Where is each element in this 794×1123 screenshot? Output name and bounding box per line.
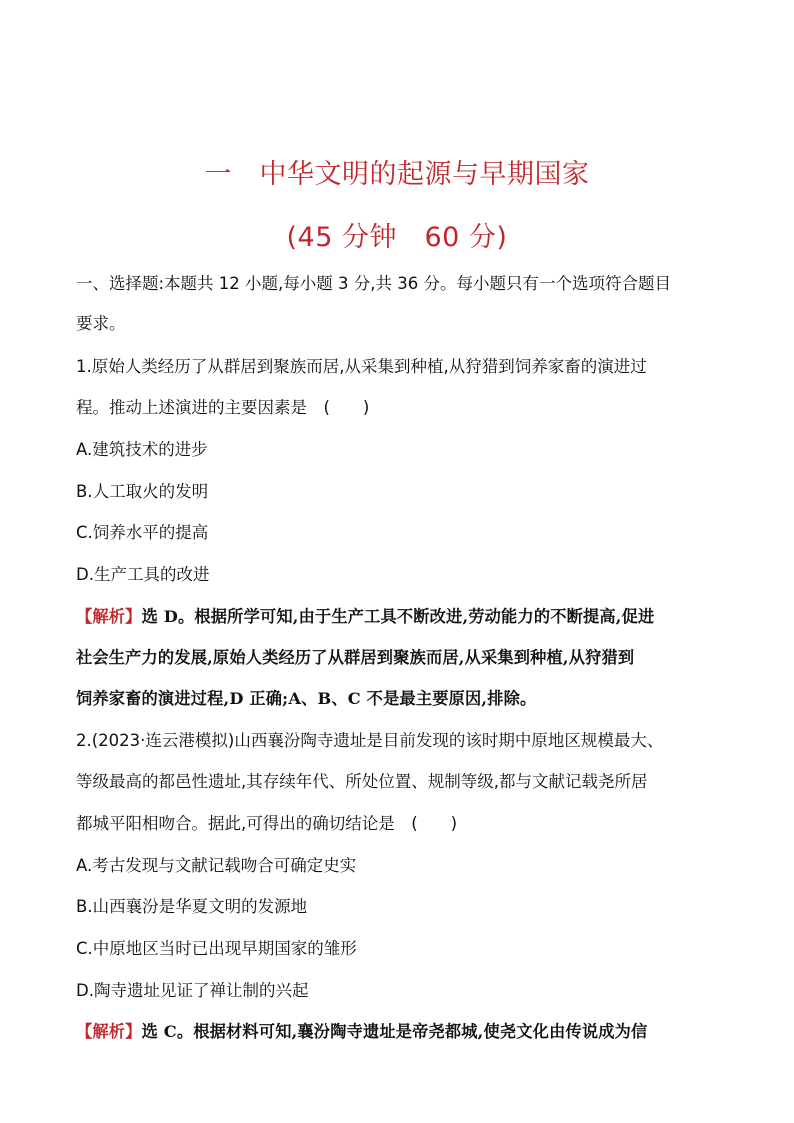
q1-stem-line-1: 1.原始人类经历了从群居到聚族而居,从采集到种植,从狩猎到饲养家畜的演进过 bbox=[76, 357, 647, 376]
q2-option-c: C.中原地区当时已出现早期国家的雏形 bbox=[76, 939, 357, 958]
q2-option-a: A.考古发现与文献记载吻合可确定史实 bbox=[76, 856, 357, 875]
chapter-title: 一 中华文明的起源与早期国家 bbox=[204, 159, 590, 190]
section-instruction-line-2: 要求。 bbox=[76, 314, 126, 333]
q1-option-c: C.饲养水平的提高 bbox=[76, 523, 209, 542]
q1-analysis-line-2: 社会生产力的发展,原始人类经历了从群居到聚族而居,从采集到种植,从狩猎到 bbox=[76, 648, 635, 667]
q1-analysis-text-1: 选 D。根据所学可知,由于生产工具不断改进,劳动能力的不断提高,促进 bbox=[141, 607, 655, 626]
q1-analysis-line-3: 饲养家畜的演进过程,D 正确;A、B、C 不是最主要原因,排除。 bbox=[76, 689, 537, 708]
q1-option-b: B.人工取火的发明 bbox=[76, 482, 209, 501]
q2-stem-line-1: 2.(2023·连云港模拟)山西襄汾陶寺遗址是目前发现的该时期中原地区规模最大、 bbox=[76, 731, 664, 750]
q1-option-a: A.建筑技术的进步 bbox=[76, 440, 208, 459]
q1-analysis-line-1 bbox=[76, 606, 726, 628]
analysis-tag: 【解析】 bbox=[76, 1022, 142, 1041]
q2-stem-line-2: 等级最高的都邑性遗址,其存续年代、所处位置、规制等级,都与文献记载尧所居 bbox=[76, 772, 648, 791]
analysis-tag: 【解析】 bbox=[76, 607, 142, 626]
q2-option-d: D.陶寺遗址见证了禅让制的兴起 bbox=[76, 981, 309, 1000]
section-instruction-line-1: 一、选择题:本题共 12 小题,每小题 3 分,共 36 分。每小题只有一个选项符合题目 bbox=[76, 274, 672, 293]
q2-option-b: B.山西襄汾是华夏文明的发源地 bbox=[76, 897, 308, 916]
q2-analysis-line-1 bbox=[76, 1021, 726, 1043]
q2-stem-line-3: 都城平阳相吻合。据此,可得出的确切结论是 ( ) bbox=[76, 814, 458, 833]
q2-analysis-text-1: 选 C。根据材料可知,襄汾陶寺遗址是帝尧都城,使尧文化由传说成为信 bbox=[141, 1022, 648, 1041]
q1-option-d: D.生产工具的改进 bbox=[76, 565, 210, 584]
q1-stem-line-2: 程。推动上述演进的主要因素是 ( ) bbox=[76, 398, 370, 417]
time-score-subtitle: (45 分钟 60 分) bbox=[286, 222, 508, 253]
